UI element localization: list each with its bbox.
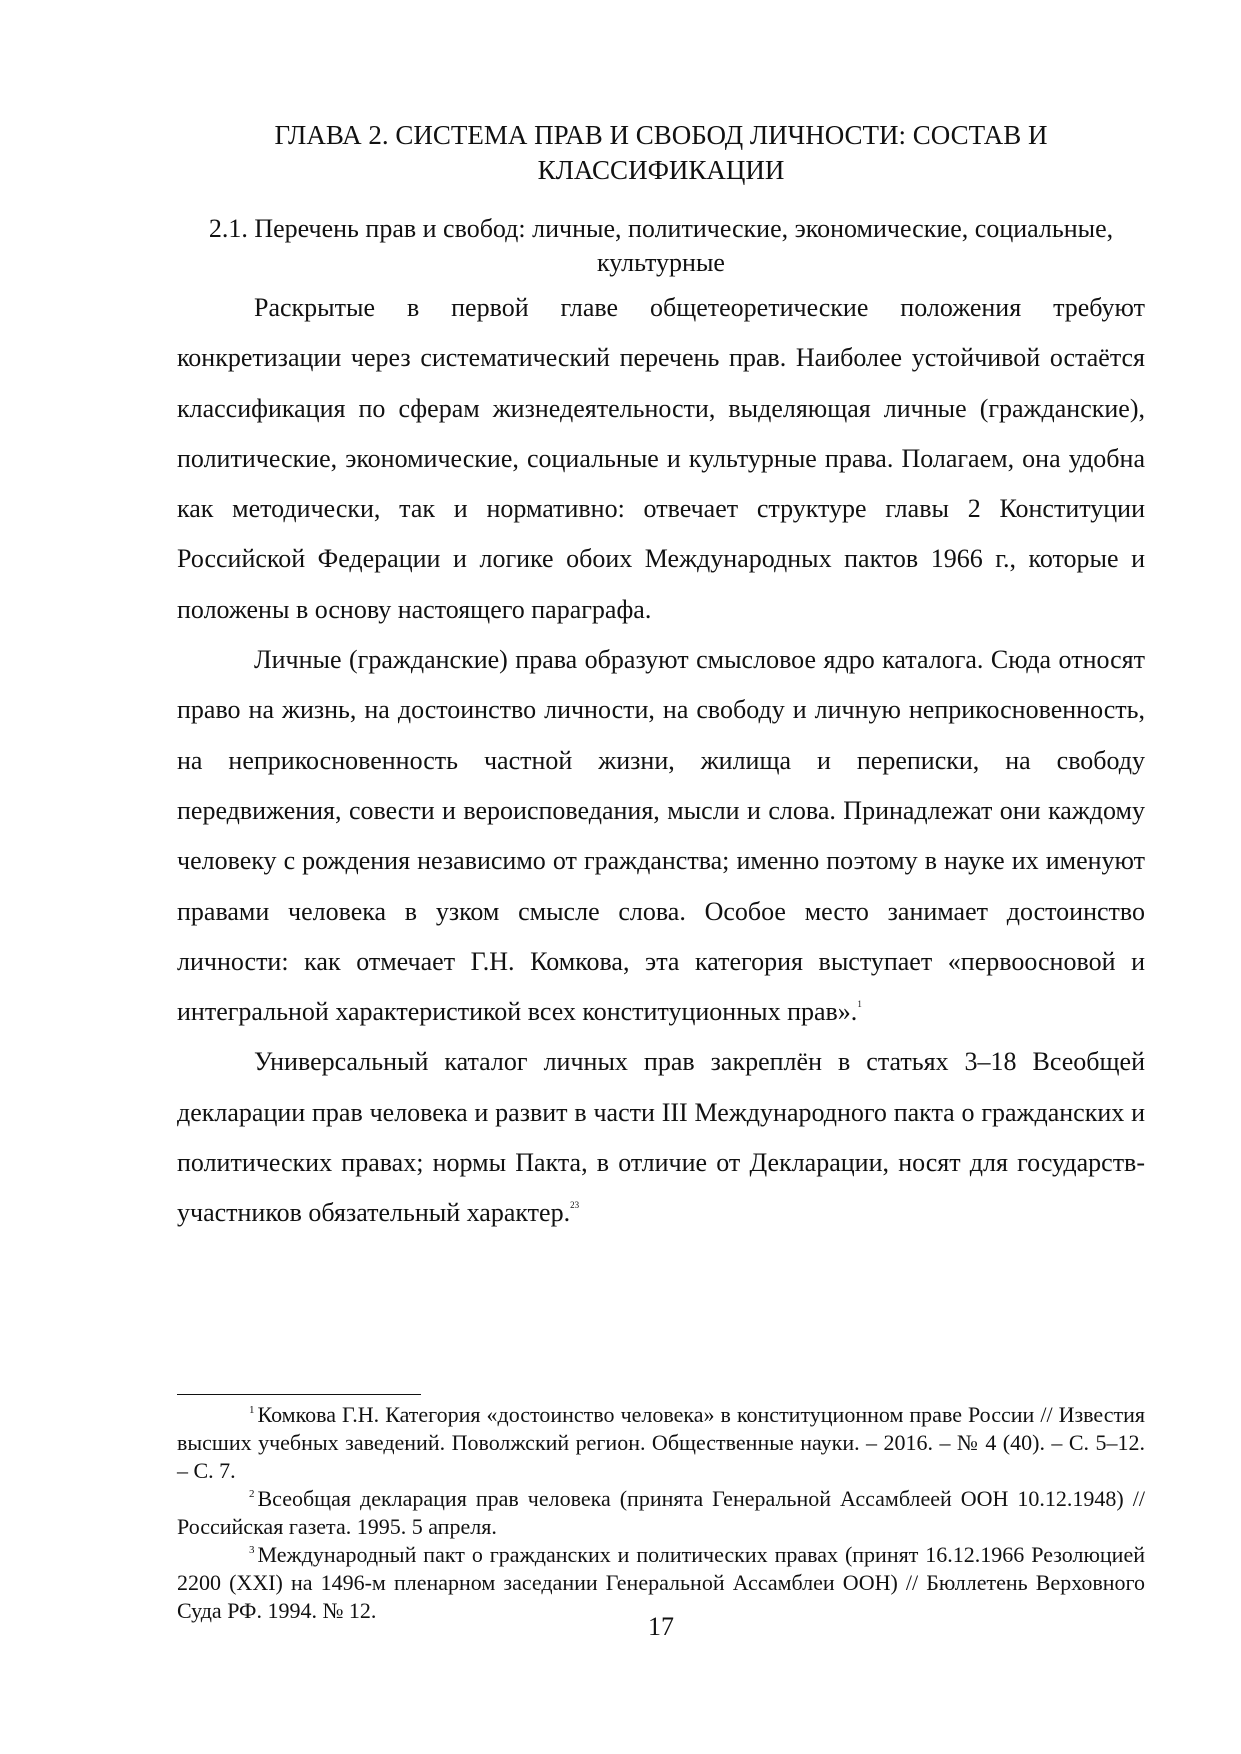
footnote [177, 1401, 1145, 1485]
chapter-title: ГЛАВА 2. СИСТЕМА ПРАВ И СВОБОД ЛИЧНОСТИ: СОСТАВ И КЛАССИФИКАЦИИ [274, 120, 1048, 185]
paragraph-text: Раскрытые в первой главе общетеоретические положения требуют конкретизации через систематический перечень прав. Наиболее устойчивой остаётся классификация по сферам жизнедеятельности, выделяющая личные (гражданские), политические, экономические, социальные и культурные права. Полагаем, она удобна как методически, так и нормативно: отвечает структуре главы 2 Конституции Российской Федерации и логике обоих Международных пактов 1966 г., которые и положены в основу настоящего параграфа. [177, 293, 1145, 624]
footnotes [177, 1401, 1145, 1625]
footnote-reference[interactable]: 23 [570, 1200, 580, 1211]
paragraph [177, 1037, 1145, 1238]
footnote-number: 2 [249, 1488, 255, 1500]
paragraph-text: Личные (гражданские) права образуют смысловое ядро каталога. Сюда относят право на жизнь, на достоинство личности, на свободу и личную неприкосновенность, на неприкосновенность частной жизни, жилища и переписки, на свободу передвижения, совести и вероисповедания, мысли и слова. Принадлежат они каждому человеку с рождения независимо от гражданства; именно поэтому в науке их именуют правами человека в узком смысле слова. Особое место занимает достоинство личности: как отмечает Г.Н. Комкова, эта категория выступает «первоосновой и интегральной характеристикой всех конституционных прав». [177, 645, 1145, 1027]
section-title: 2.1. Перечень прав и свобод: личные, политические, экономические, социальные, культурные [208, 214, 1114, 277]
page-number: 17 [648, 1612, 674, 1641]
footnote-separator [177, 1394, 421, 1395]
footnote-number: 1 [249, 1404, 255, 1416]
footnote-reference[interactable]: 1 [857, 999, 862, 1010]
paragraph [177, 635, 1145, 1037]
footnote-text: Всеобщая декларация прав человека (принята Генеральной Ассамблеей ООН 10.12.1948) // Российская газета. 1995. 5 апреля. [177, 1486, 1145, 1539]
body-text [177, 283, 1145, 1239]
footnote-text: Комкова Г.Н. Категория «достоинство человека» в конституционном праве России // Известия высших учебных заведений. Поволжский регион. Общественные науки. – 2016. – № 4 (40). – С. 5–12. – С. 7. [177, 1402, 1145, 1483]
footnote-text: Международный пакт о гражданских и политических правах (принят 16.12.1966 Резолюцией 2200 (XXI) на 1496-м пленарном заседании Генеральной Ассамблеи ООН) // Бюллетень Верховного Суда РФ. 1994. № 12. [177, 1542, 1145, 1623]
footnote-number: 3 [249, 1544, 255, 1556]
paragraph [177, 283, 1145, 635]
footnote [177, 1485, 1145, 1541]
paragraph-text: Универсальный каталог личных прав закреплён в статьях 3–18 Всеобщей декларации прав человека и развит в части III Международного пакта о гражданских и политических правах; нормы Пакта, в отличие от Декларации, носят для государств-участников обязательный характер. [177, 1047, 1145, 1228]
